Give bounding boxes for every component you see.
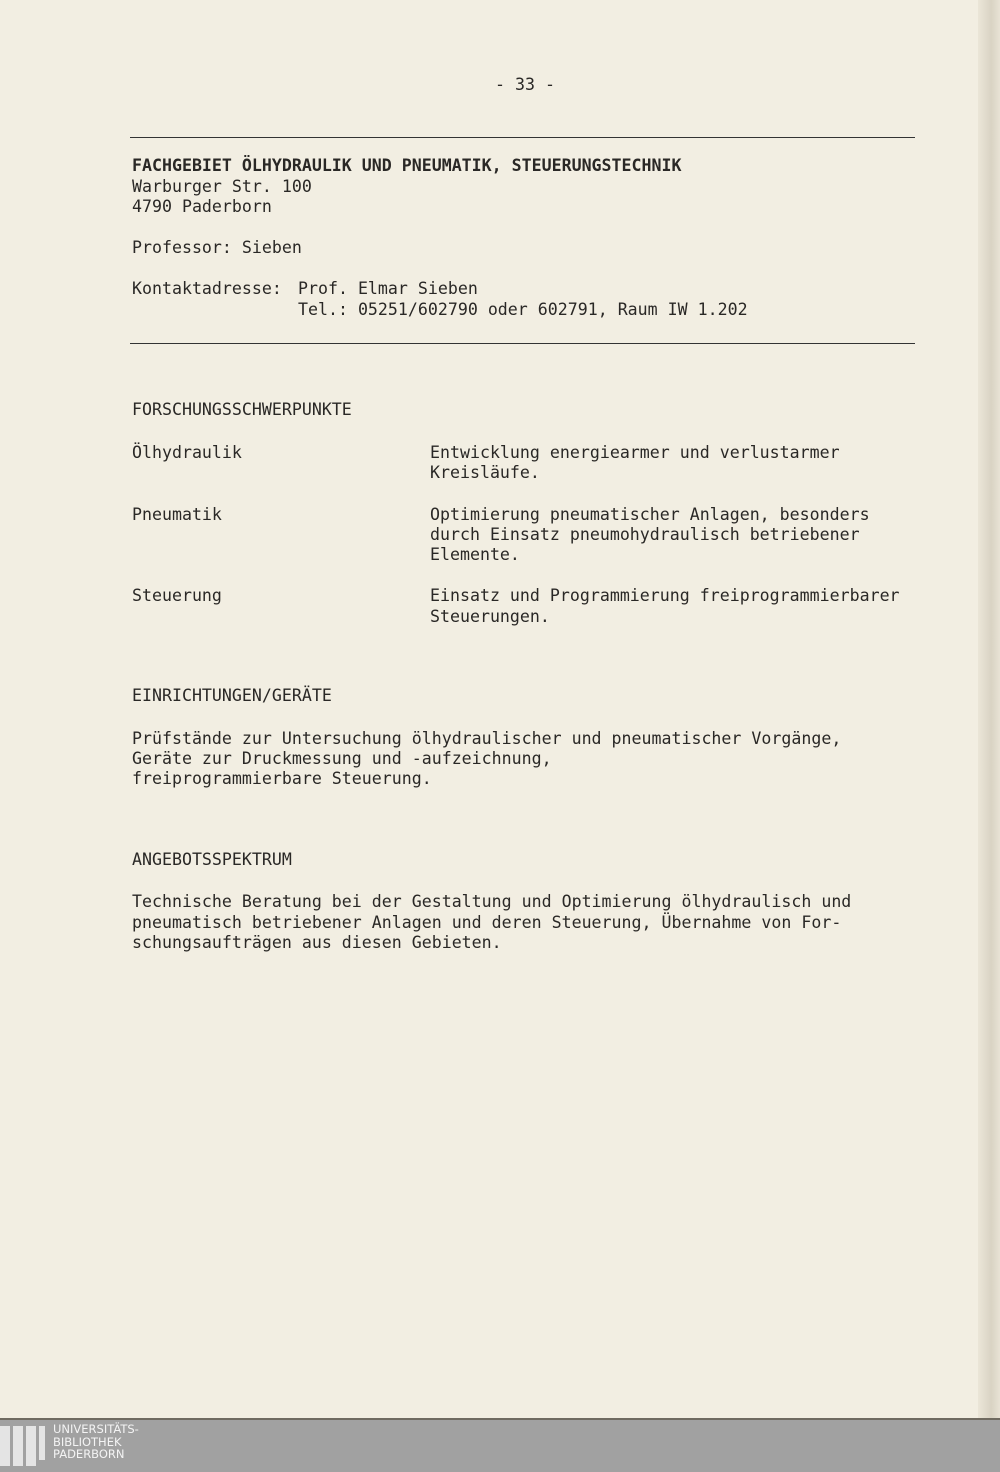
equipment-heading: EINRICHTUNGEN/GERÄTE xyxy=(132,686,332,705)
library-logo-text xyxy=(53,1423,139,1461)
offer-text: Technische Beratung bei der Gestaltung und Optimierung ölhydraulisch und xyxy=(132,892,852,911)
logo-line: PADERBORN xyxy=(53,1447,125,1461)
offer-heading: ANGEBOTSSPEKTRUM xyxy=(132,850,292,869)
logo-line: BIBLIOTHEK xyxy=(53,1434,122,1449)
divider xyxy=(130,137,915,138)
professor: Professor: Sieben xyxy=(132,238,302,257)
contact-label: Kontaktadresse: xyxy=(132,279,282,298)
equipment-text: freiprogrammierbare Steuerung. xyxy=(132,769,432,788)
contact-name: Prof. Elmar Sieben xyxy=(298,279,478,298)
offer-text: pneumatisch betriebener Anlagen und deren Steuerung, Übernahme von For- xyxy=(132,913,842,932)
logo-line: UNIVERSITÄTS- xyxy=(53,1422,139,1436)
library-footer xyxy=(0,1418,1000,1472)
research-text: Entwicklung energiearmer und verlustarmer xyxy=(430,443,840,462)
research-text: Einsatz und Programmierung freiprogrammierbarer xyxy=(430,586,900,605)
research-text: Kreisläufe. xyxy=(430,463,540,482)
research-label: Steuerung xyxy=(132,586,222,605)
page-number: - 33 - xyxy=(495,75,555,94)
research-heading: FORSCHUNGSSCHWERPUNKTE xyxy=(132,400,352,419)
equipment-text: Geräte zur Druckmessung und -aufzeichnung, xyxy=(132,749,552,768)
research-text: Elemente. xyxy=(430,545,520,564)
research-label: Ölhydraulik xyxy=(132,443,242,462)
research-text: Optimierung pneumatischer Anlagen, besonders xyxy=(430,505,870,524)
city: 4790 Paderborn xyxy=(132,197,272,216)
contact-phone: Tel.: 05251/602790 oder 602791, Raum IW 1.202 xyxy=(298,300,748,319)
page-edge xyxy=(978,0,1000,1418)
divider xyxy=(130,343,915,344)
street: Warburger Str. 100 xyxy=(132,177,312,196)
equipment-text: Prüfstände zur Untersuchung ölhydraulischer und pneumatischer Vorgänge, xyxy=(132,729,842,748)
department-title: FACHGEBIET ÖLHYDRAULIK UND PNEUMATIK, STEUERUNGSTECHNIK xyxy=(132,156,682,175)
research-text: Steuerungen. xyxy=(430,607,550,626)
research-text: durch Einsatz pneumohydraulisch betriebener xyxy=(430,525,860,544)
research-label: Pneumatik xyxy=(132,505,222,524)
offer-text: schungsaufträgen aus diesen Gebieten. xyxy=(132,933,502,952)
